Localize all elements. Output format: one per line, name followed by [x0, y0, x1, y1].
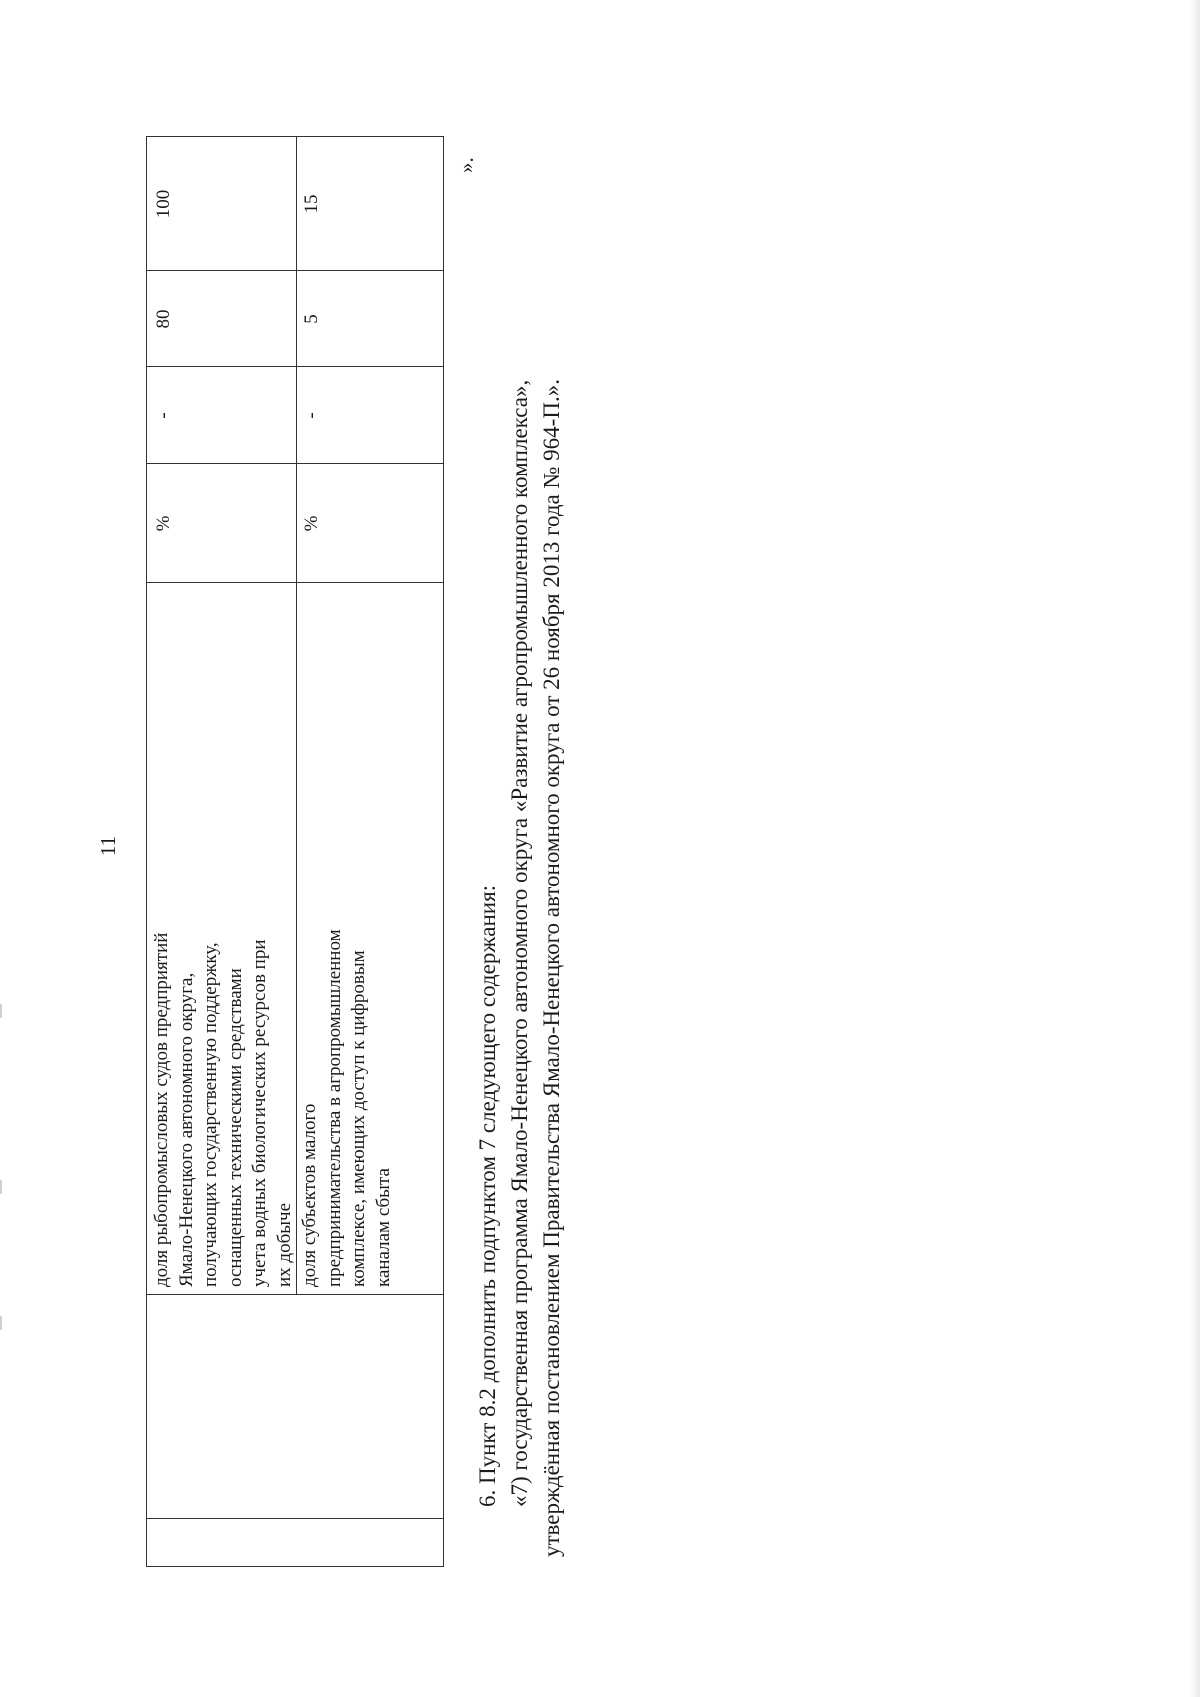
value-cell: 5: [301, 314, 322, 324]
unit-cell: %: [153, 515, 174, 532]
unit-cell: %: [301, 515, 322, 532]
value-cell: -: [153, 412, 174, 419]
value-cell: -: [301, 412, 322, 419]
page-number: 11: [96, 835, 120, 857]
closing-quote: ».: [454, 157, 478, 173]
indicator-cell: доля рыбопромысловых судов предприятий Ямало-Ненецкого автономного округа, получающих государственную поддержку, оснащенных техническими средствами учета водных биологических ресурсов при их добыче: [151, 932, 295, 1287]
value-cell: 15: [301, 194, 322, 214]
value-cell: 80: [153, 309, 174, 329]
table-row: [147, 137, 296, 1566]
indicators-table: [146, 136, 444, 1567]
paragraph-6: 6. Пункт 8.2 дополнить подпунктом 7 следующего содержания:: [475, 884, 500, 1507]
indicator-cell: доля субъектов малого предпринимательства в агропромышленном комплексе, имеющих доступ к цифровым каналам сбыта: [299, 929, 394, 1287]
value-cell: 100: [153, 189, 174, 219]
table-row: [297, 137, 443, 1566]
paragraph-7-line-2: утверждённая постановлением Правительства Ямало-Ненецкого автономного округа от 26 ноября 2013 года № 964-П.».: [539, 379, 564, 1557]
paragraph-7-line-1: «7) государственная программа Ямало-Ненецкого автономного округа «Развитие агропромышленного комплекса»,: [507, 379, 532, 1507]
